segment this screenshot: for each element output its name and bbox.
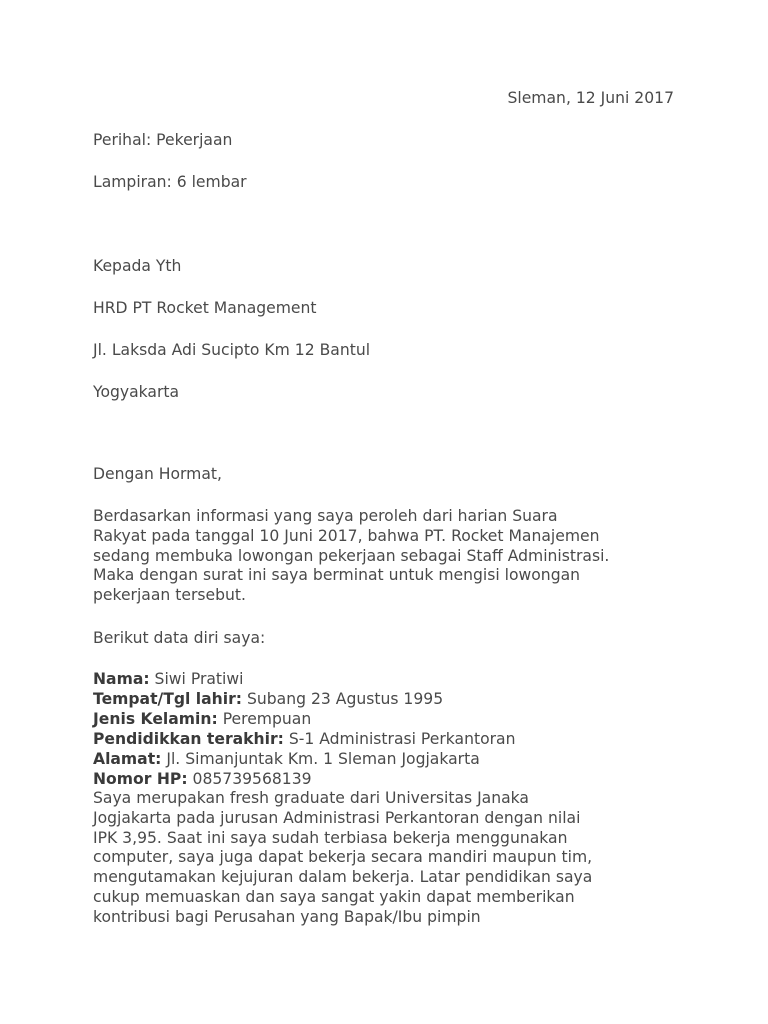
intro-line: Rakyat pada tanggal 10 Juni 2017, bahwa PT. Rocket Manajemen	[93, 526, 600, 545]
field-value: Perempuan	[217, 710, 312, 728]
recipient-company: HRD PT Rocket Management	[93, 299, 317, 317]
field-value: S-1 Administrasi Perkantoran	[283, 730, 516, 748]
field-value: Siwi Pratiwi	[149, 670, 244, 688]
field-address	[93, 749, 480, 769]
field-label: Nama:	[93, 670, 150, 688]
recipient-address: Jl. Laksda Adi Sucipto Km 12 Bantul	[93, 341, 371, 359]
attachment-line: Lampiran: 6 lembar	[93, 173, 247, 191]
subject-line: Perihal: Pekerjaan	[93, 131, 233, 149]
closing-paragraph	[93, 789, 592, 928]
field-education	[93, 729, 515, 749]
closing-line: kontribusi bagi Perusahan yang Bapak/Ibu pimpin	[93, 907, 481, 926]
field-value: Subang 23 Agustus 1995	[242, 690, 444, 708]
closing-line: Saya merupakan fresh graduate dari Universitas Janaka	[93, 789, 529, 807]
greeting: Dengan Hormat,	[93, 465, 222, 483]
field-label: Pendidikkan terakhir:	[93, 730, 284, 748]
closing-line: computer, saya juga dapat bekerja secara mandiri maupun tim,	[93, 848, 593, 867]
intro-line: Berdasarkan informasi yang saya peroleh dari harian Suara	[93, 507, 558, 525]
field-gender	[93, 709, 311, 729]
field-label: Tempat/Tgl lahir:	[93, 690, 243, 708]
closing-line: IPK 3,95. Saat ini saya sudah terbiasa bekerja menggunakan	[93, 828, 568, 847]
closing-line: Jogjakarta pada jurusan Administrasi Perkantoran dengan nilai	[93, 808, 581, 827]
field-label: Jenis Kelamin:	[93, 710, 218, 728]
intro-line: Maka dengan surat ini saya berminat untuk mengisi lowongan	[93, 566, 581, 585]
recipient-city: Yogyakarta	[93, 383, 180, 401]
intro-line: pekerjaan tersebut.	[93, 586, 246, 605]
intro-line: sedang membuka lowongan pekerjaan sebagai Staff Administrasi.	[93, 546, 610, 565]
field-name	[93, 669, 243, 689]
field-label: Nomor HP:	[93, 770, 188, 788]
field-value: 085739568139	[187, 770, 312, 788]
recipient-salutation: Kepada Yth	[93, 257, 182, 275]
field-birth	[93, 689, 443, 709]
data-heading: Berikut data diri saya:	[93, 629, 266, 647]
closing-line: mengutamakan kejujuran dalam bekerja. Latar pendidikan saya	[93, 868, 593, 887]
closing-line: cukup memuaskan dan saya sangat yakin dapat memberikan	[93, 887, 575, 906]
letter-date: Sleman, 12 Juni 2017	[507, 89, 674, 107]
field-phone	[93, 769, 312, 789]
field-label: Alamat:	[93, 750, 162, 768]
field-value: Jl. Simanjuntak Km. 1 Sleman Jogjakarta	[161, 750, 480, 768]
intro-paragraph	[93, 507, 609, 606]
